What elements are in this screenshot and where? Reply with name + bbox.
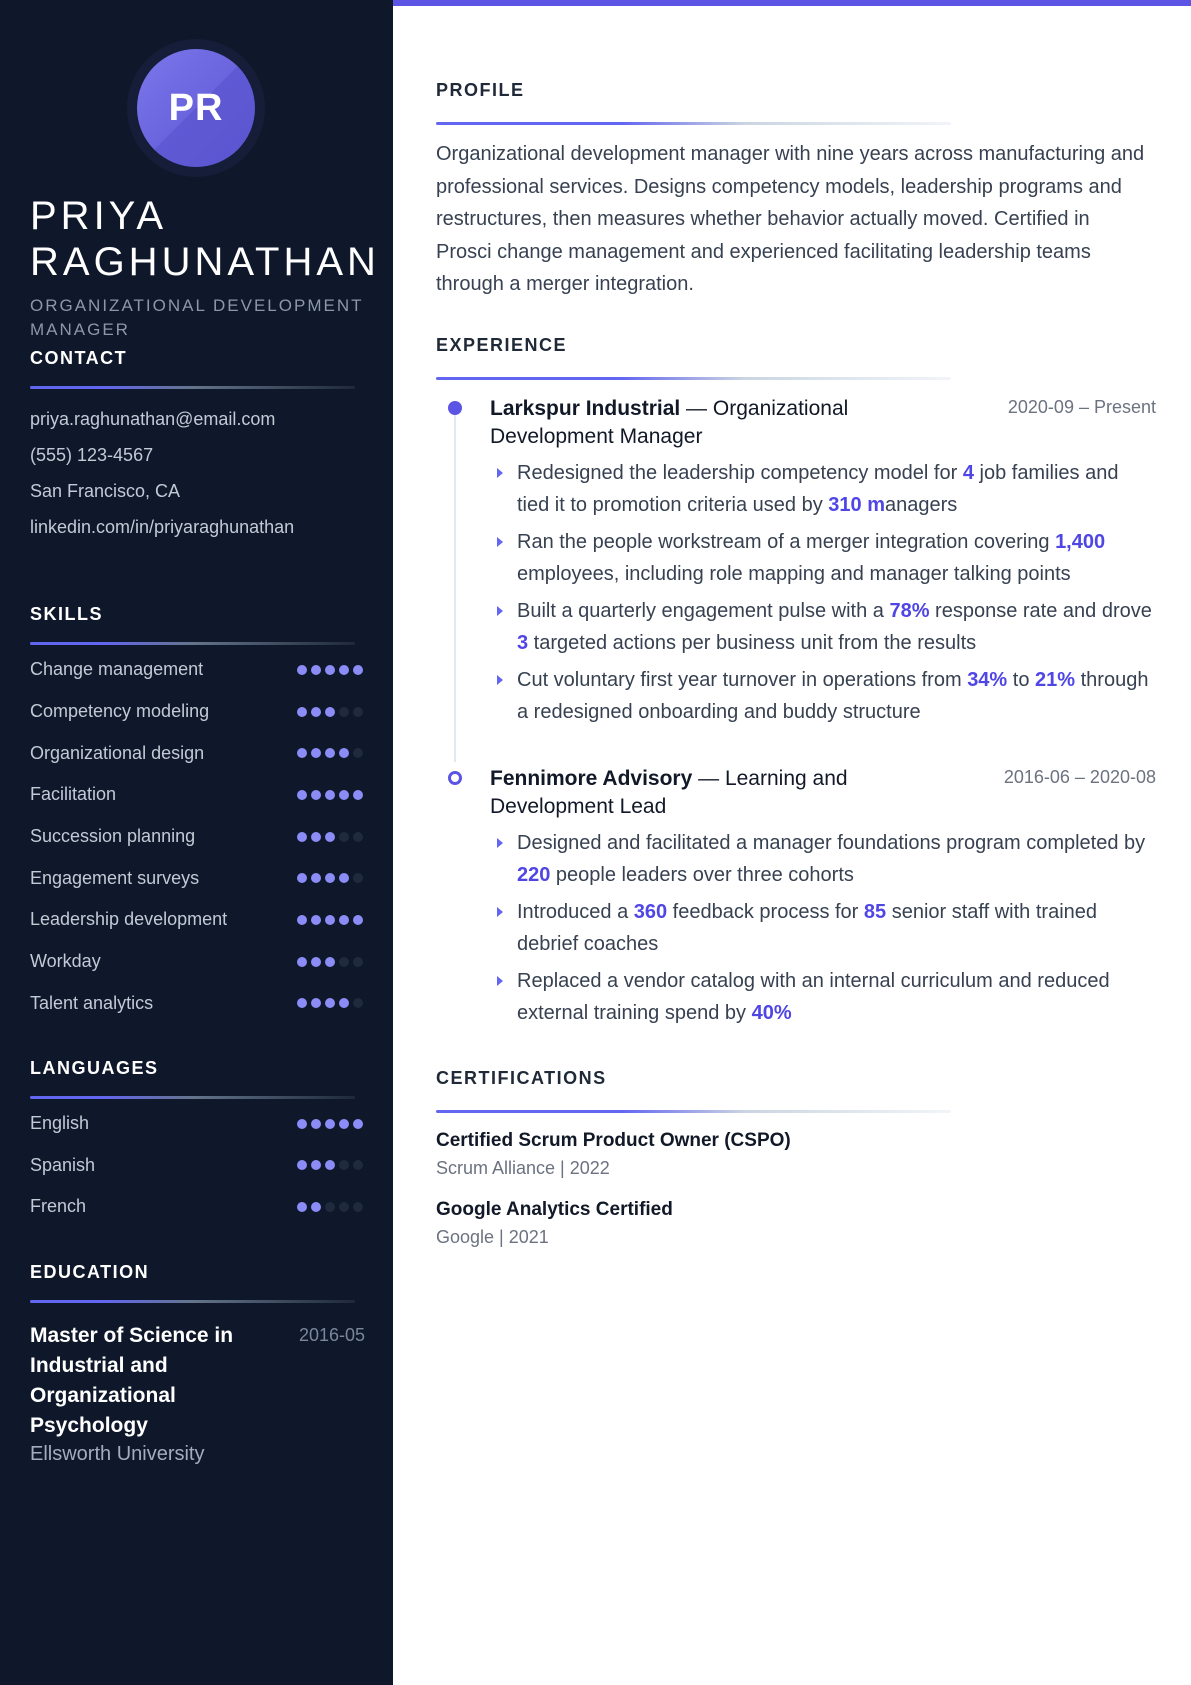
level-dot xyxy=(297,790,307,800)
level-dot xyxy=(297,1119,307,1129)
language-name: Spanish xyxy=(30,1154,96,1175)
level-dot xyxy=(311,1160,321,1170)
level-dot xyxy=(311,873,321,883)
contact-email[interactable]: priya.raghunathan@email.com xyxy=(30,409,276,429)
metric-highlight: 40% xyxy=(751,1002,792,1024)
certification-issuer: Scrum Alliance | 2022 xyxy=(436,1158,610,1178)
timeline-dot-current xyxy=(448,401,462,415)
skill-row xyxy=(30,899,365,941)
job-title xyxy=(490,765,890,821)
level-dot xyxy=(297,915,307,925)
level-dot xyxy=(297,1160,307,1170)
skill-name: Change management xyxy=(30,659,204,680)
name-last: RAGHUNATHAN xyxy=(30,240,380,284)
bullet-text: Cut voluntary first year turnover in operations from xyxy=(517,669,968,691)
skill-level-dots xyxy=(297,873,363,883)
level-dot xyxy=(311,790,321,800)
languages-list xyxy=(30,1103,365,1228)
skill-row xyxy=(30,816,365,858)
metric-highlight: 85 xyxy=(863,901,887,923)
metric-highlight: 3 xyxy=(517,632,529,654)
profile-summary: Organizational development manager with nine years across manufacturing and professional services. Designs competency models, leadership programs and restructures, then measures whether behavior actually moved. Certified in Prosci change management and experienced facilitating leadership teams through a merger integration. xyxy=(436,143,1145,295)
education-section xyxy=(30,1262,365,1466)
skill-name: Workday xyxy=(30,951,101,972)
language-level-dots xyxy=(297,1202,363,1212)
level-dot xyxy=(311,915,321,925)
level-dot xyxy=(297,998,307,1008)
profile-heading: PROFILE xyxy=(436,80,525,100)
languages-heading: LANGUAGES xyxy=(30,1058,159,1078)
certification-item xyxy=(436,1130,1136,1179)
bullet-text: response rate and drove xyxy=(929,600,1152,622)
metric-highlight: 78% xyxy=(889,600,930,622)
language-level-dots xyxy=(297,1119,363,1129)
bullet-text: people leaders over three cohorts xyxy=(550,864,854,886)
level-dot xyxy=(325,915,335,925)
bullet-text: feedback process for xyxy=(667,901,864,923)
job-bullet xyxy=(490,664,1156,728)
bullet-text: Built a quarterly engagement pulse with a xyxy=(517,600,890,622)
contact-phone[interactable]: (555) 123-4567 xyxy=(30,445,154,465)
bullet-text: employees, including role mapping and manager talking points xyxy=(517,563,1071,585)
bullet-text: targeted actions per business unit from the results xyxy=(528,632,977,654)
certification-issuer: Google | 2021 xyxy=(436,1227,549,1247)
level-dot xyxy=(339,665,349,675)
skill-name: Competency modeling xyxy=(30,701,210,722)
level-dot xyxy=(339,957,349,967)
job-role: — Learning and Development Lead xyxy=(490,767,848,818)
language-row xyxy=(30,1186,365,1228)
bullet-text: Ran the people workstream of a merger integration covering xyxy=(517,531,1056,553)
contact-linkedin[interactable]: linkedin.com/in/priyaraghunathan xyxy=(30,517,295,537)
level-dot xyxy=(311,957,321,967)
skill-level-dots xyxy=(297,832,363,842)
contact-heading: CONTACT xyxy=(30,348,128,368)
level-dot xyxy=(339,790,349,800)
skills-section xyxy=(30,604,365,1024)
skill-name: Organizational design xyxy=(30,742,205,763)
job-bullet xyxy=(490,965,1156,1029)
level-dot xyxy=(297,1202,307,1212)
job-dates: 2020-09 – Present xyxy=(1007,397,1156,417)
contact-section xyxy=(30,348,365,545)
level-dot xyxy=(353,707,363,717)
candidate-role: ORGANIZATIONAL DEVELOPMENT MANAGER xyxy=(30,296,364,339)
job-title xyxy=(490,395,890,451)
job-bullets xyxy=(490,457,1156,728)
skill-level-dots xyxy=(297,707,363,717)
level-dot xyxy=(353,1119,363,1129)
bullet-text: Replaced a vendor catalog with an internal curriculum and reduced external training spend by xyxy=(517,970,1110,1024)
bullet-text: Redesigned the leadership competency model for xyxy=(517,462,963,484)
metric-highlight: 1,400 xyxy=(1055,531,1106,553)
skill-name: Leadership development xyxy=(30,909,228,930)
level-dot xyxy=(339,915,349,925)
level-dot xyxy=(311,1119,321,1129)
bullet-text: anagers xyxy=(884,494,958,516)
level-dot xyxy=(297,832,307,842)
metric-highlight: 4 xyxy=(962,462,974,484)
job-company: Fennimore Advisory xyxy=(490,767,693,790)
language-level-dots xyxy=(297,1160,363,1170)
languages-divider xyxy=(30,1096,355,1099)
skills-divider xyxy=(30,642,355,645)
candidate-name xyxy=(30,193,400,285)
name-first: PRIYA xyxy=(30,194,168,238)
skill-name: Facilitation xyxy=(30,784,117,805)
level-dot xyxy=(339,873,349,883)
level-dot xyxy=(339,998,349,1008)
level-dot xyxy=(353,1202,363,1212)
job-bullet xyxy=(490,827,1156,891)
skill-row xyxy=(30,732,365,774)
skill-level-dots xyxy=(297,915,363,925)
avatar xyxy=(137,49,255,167)
level-dot xyxy=(339,1160,349,1170)
skill-row xyxy=(30,857,365,899)
job-bullet xyxy=(490,457,1156,521)
skill-name: Succession planning xyxy=(30,826,196,847)
level-dot xyxy=(353,665,363,675)
level-dot xyxy=(297,873,307,883)
level-dot xyxy=(311,665,321,675)
skill-name: Engagement surveys xyxy=(30,867,200,888)
education-date: 2016-05 xyxy=(298,1325,365,1345)
job-bullet xyxy=(490,595,1156,659)
skills-list xyxy=(30,649,365,1024)
certifications-heading: CERTIFICATIONS xyxy=(436,1068,607,1088)
metric-highlight: 34% xyxy=(967,669,1008,691)
job-bullets xyxy=(490,827,1156,1029)
level-dot xyxy=(297,665,307,675)
experience-divider xyxy=(436,377,951,380)
level-dot xyxy=(311,832,321,842)
contact-divider xyxy=(30,386,355,389)
metric-highlight: 21% xyxy=(1035,669,1076,691)
metric-highlight: 220 xyxy=(517,864,551,886)
timeline-line xyxy=(454,412,456,762)
skill-level-dots xyxy=(297,957,363,967)
skill-row xyxy=(30,649,365,691)
certifications-divider xyxy=(436,1110,951,1113)
level-dot xyxy=(311,1202,321,1212)
job-bullet xyxy=(490,896,1156,960)
level-dot xyxy=(353,957,363,967)
level-dot xyxy=(353,915,363,925)
level-dot xyxy=(353,790,363,800)
bullet-text: Designed and facilitated a manager foundations program completed by xyxy=(517,832,1146,854)
language-row xyxy=(30,1145,365,1187)
skill-row xyxy=(30,983,365,1025)
level-dot xyxy=(325,957,335,967)
level-dot xyxy=(297,748,307,758)
level-dot xyxy=(311,707,321,717)
level-dot xyxy=(353,832,363,842)
experience-heading: EXPERIENCE xyxy=(436,335,568,355)
skill-level-dots xyxy=(297,998,363,1008)
level-dot xyxy=(353,998,363,1008)
job-entry xyxy=(490,395,1156,733)
contact-location: San Francisco, CA xyxy=(30,481,181,501)
bullet-text: Introduced a xyxy=(517,901,634,923)
sidebar xyxy=(0,0,393,1685)
job-company: Larkspur Industrial xyxy=(490,397,681,420)
languages-section xyxy=(30,1058,365,1228)
level-dot xyxy=(353,1160,363,1170)
level-dot xyxy=(311,998,321,1008)
metric-highlight: 360 xyxy=(633,901,668,923)
language-row xyxy=(30,1103,365,1145)
certification-item xyxy=(436,1199,1136,1248)
level-dot xyxy=(353,748,363,758)
level-dot xyxy=(311,748,321,758)
level-dot xyxy=(325,1119,335,1129)
level-dot xyxy=(325,832,335,842)
job-role: — Organizational Development Manager xyxy=(490,397,849,448)
level-dot xyxy=(325,707,335,717)
education-degree: Master of Science in Industrial and Organizational Psychology xyxy=(30,1324,234,1437)
job-entry xyxy=(490,765,1156,1034)
level-dot xyxy=(297,707,307,717)
bullet-text: senior staff with trained debrief coaches xyxy=(517,901,1098,955)
level-dot xyxy=(325,1160,335,1170)
language-name: English xyxy=(30,1113,90,1134)
education-divider xyxy=(30,1300,355,1303)
job-bullet xyxy=(490,526,1156,590)
skill-level-dots xyxy=(297,748,363,758)
language-name: French xyxy=(30,1196,87,1217)
level-dot xyxy=(339,832,349,842)
education-school: Ellsworth University xyxy=(30,1443,205,1465)
level-dot xyxy=(339,707,349,717)
level-dot xyxy=(325,998,335,1008)
bullet-text: to xyxy=(1007,669,1036,691)
level-dot xyxy=(297,957,307,967)
timeline-dot-past xyxy=(448,771,462,785)
certification-name: Certified Scrum Product Owner (CSPO) xyxy=(436,1130,791,1151)
skill-row xyxy=(30,941,365,983)
avatar-initials: PR xyxy=(168,86,224,129)
bullet-text: job families and tied it to promotion criteria used by xyxy=(517,462,1119,516)
level-dot xyxy=(325,748,335,758)
metric-highlight: 310 m xyxy=(828,494,885,516)
level-dot xyxy=(325,873,335,883)
education-heading: EDUCATION xyxy=(30,1262,150,1282)
job-dates: 2016-06 – 2020-08 xyxy=(1003,767,1156,787)
skill-level-dots xyxy=(297,665,363,675)
level-dot xyxy=(325,665,335,675)
level-dot xyxy=(339,748,349,758)
level-dot xyxy=(325,1202,335,1212)
level-dot xyxy=(339,1202,349,1212)
bullet-text: through a redesigned onboarding and buddy structure xyxy=(517,669,1149,723)
profile-divider xyxy=(436,122,951,125)
certification-name: Google Analytics Certified xyxy=(436,1199,673,1220)
skills-heading: SKILLS xyxy=(30,604,104,624)
skill-level-dots xyxy=(297,790,363,800)
level-dot xyxy=(325,790,335,800)
skill-row xyxy=(30,691,365,733)
level-dot xyxy=(353,873,363,883)
level-dot xyxy=(339,1119,349,1129)
skill-row xyxy=(30,774,365,816)
skill-name: Talent analytics xyxy=(30,992,154,1013)
